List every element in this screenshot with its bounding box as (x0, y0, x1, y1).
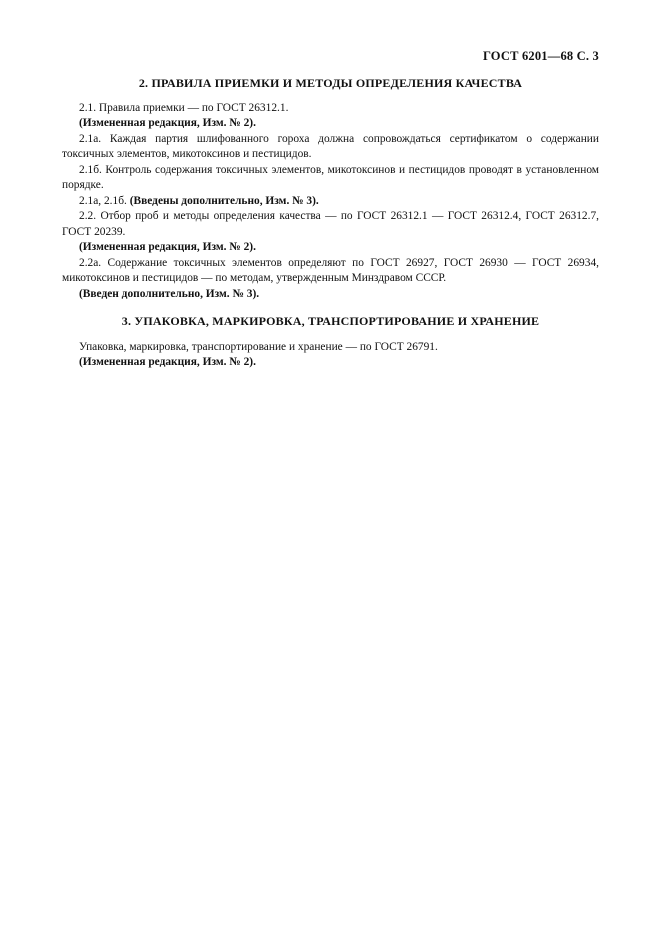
paragraph-2-1a-2-1b (62, 194, 599, 210)
amendment-note-2-1: (Измененная редакция, Изм. № 2). (79, 117, 256, 129)
clause-ref: 2.1а, 2.1б. (79, 194, 127, 207)
section-3-title: 3. УПАКОВКА, МАРКИРОВКА, ТРАНСПОРТИРОВАНИЕ И ХРАНЕНИЕ (121, 314, 540, 328)
paragraph-3: Упаковка, маркировка, транспортирование и хранение — по ГОСТ 26791. (79, 340, 438, 353)
paragraph-2-2: 2.2. Отбор проб и методы определения качества — по ГОСТ 26312.1 — ГОСТ 26312.4, ГОСТ 26312.7, ГОСТ 20239. (62, 210, 599, 238)
paragraph-2-2a: 2.2а. Содержание токсичных элементов определяют по ГОСТ 26927, ГОСТ 26930 — ГОСТ 26934, микотоксинов и пестицидов — по методам, утвержденным Минздравом СССР. (62, 256, 599, 284)
amendment-note-2-1ab: (Введены дополнительно, Изм. № 3). (129, 194, 319, 207)
paragraph-2-1b: 2.1б. Контроль содержания токсичных элементов, микотоксинов и пестицидов проводят в установленном порядке. (62, 163, 599, 191)
section-2-title: 2. ПРАВИЛА ПРИЕМКИ И МЕТОДЫ ОПРЕДЕЛЕНИЯ КАЧЕСТВА (138, 76, 523, 90)
amendment-note-3: (Измененная редакция, Изм. № 2). (79, 356, 256, 368)
document-body (62, 76, 599, 371)
amendment-note-2-2: (Измененная редакция, Изм. № 2). (79, 241, 256, 253)
page-header: ГОСТ 6201—68 С. 3 (482, 49, 599, 63)
paragraph-2-1: 2.1. Правила приемки — по ГОСТ 26312.1. (79, 101, 289, 114)
paragraph-2-1a: 2.1а. Каждая партия шлифованного гороха должна сопровождаться сертификатом о содержании токсичных элементов, микотоксинов и пестицидов. (62, 132, 599, 160)
amendment-note-2-2a: (Введен дополнительно, Изм. № 3). (79, 287, 260, 300)
